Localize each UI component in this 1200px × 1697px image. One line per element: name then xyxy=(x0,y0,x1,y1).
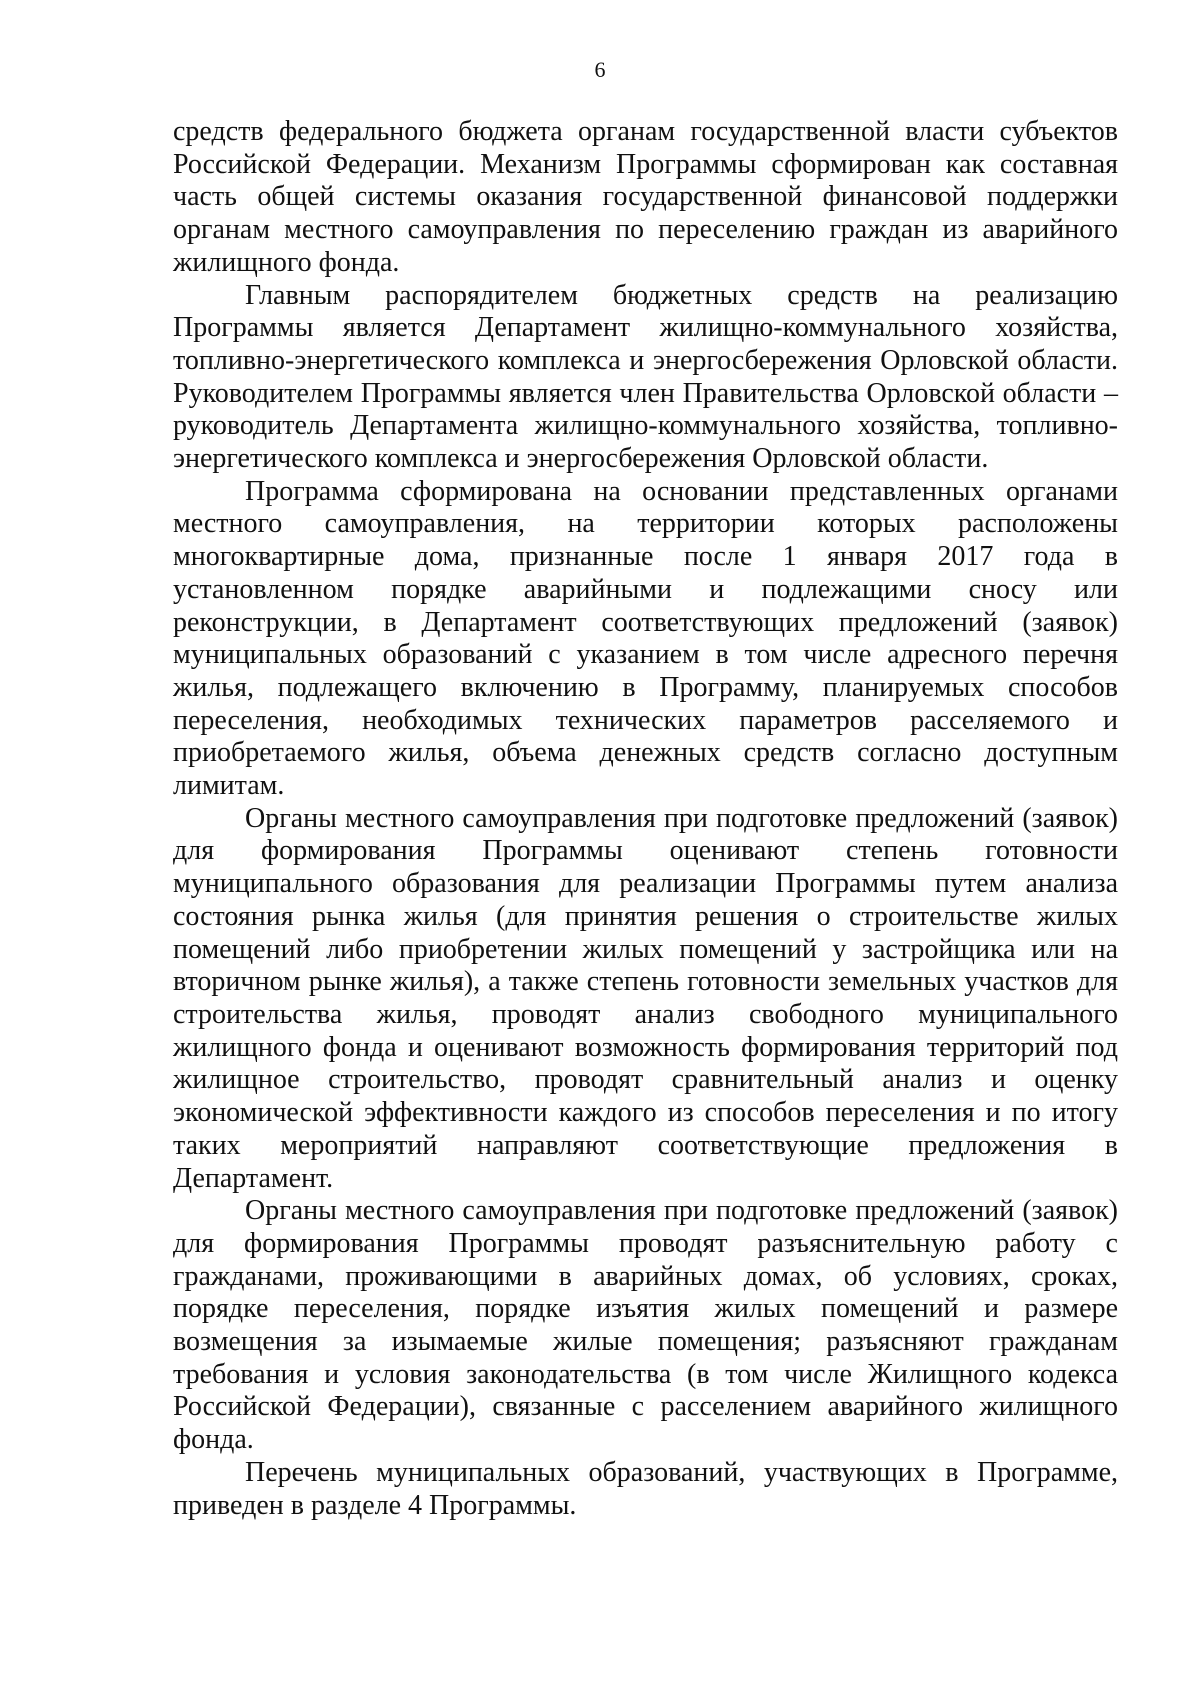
document-body xyxy=(173,116,1118,1522)
paragraph-3: Программа сформирована на основании представленных органами местного самоуправления, на территории которых расположены многоквартирные дома, признанные после 1 января 2017 года в установленном порядке аварийными и подлежащими сносу или реконструкции, в Департамент соответствующих предложений (заявок) муниципальных образований с указанием в том числе адресного перечня жилья, подлежащего включению в Программу, планируемых способов переселения, необходимых технических параметров расселяемого и приобретаемого жилья, объема денежных средств согласно доступным лимитам. xyxy=(173,475,1118,802)
paragraph-1: средств федерального бюджета органам государственной власти субъектов Российской Федерации. Механизм Программы сформирован как составная часть общей системы оказания государственной финансовой поддержки органам местного самоуправления по переселению граждан из аварийного жилищного фонда. xyxy=(173,116,1118,278)
paragraph-5: Органы местного самоуправления при подготовке предложений (заявок) для формирования Программы проводят разъяснительную работу с гражданами, проживающими в аварийных домах, об условиях, сроках, порядке переселения, порядке изъятия жилых помещений и размере возмещения за изымаемые жилые помещения; разъясняют гражданам требования и условия законодательства (в том числе Жилищного кодекса Российской Федерации), связанные с расселением аварийного жилищного фонда. xyxy=(173,1195,1118,1456)
paragraph-6: Перечень муниципальных образований, участвующих в Программе, приведен в разделе 4 Программы. xyxy=(173,1456,1118,1521)
paragraph-2: Главным распорядителем бюджетных средств на реализацию Программы является Департамент жилищно-коммунального хозяйства, топливно-энергетического комплекса и энергосбережения Орловской области. Руководителем Программы является член Правительства Орловской области – руководитель Департамента жилищно-коммунального хозяйства, топливно-энергетического комплекса и энергосбережения Орловской области. xyxy=(173,279,1118,475)
page-number: 6 xyxy=(594,57,606,82)
paragraph-4: Органы местного самоуправления при подготовке предложений (заявок) для формирования Программы оценивают степень готовности муниципального образования для реализации Программы путем анализа состояния рынка жилья (для принятия решения о строительстве жилых помещений либо приобретении жилых помещений у застройщика или на вторичном рынке жилья), а также степень готовности земельных участков для строительства жилья, проводят анализ свободного муниципального жилищного фонда и оценивают возможность формирования территорий под жилищное строительство, проводят сравнительный анализ и оценку экономической эффективности каждого из способов переселения и по итогу таких мероприятий направляют соответствующие предложения в Департамент. xyxy=(173,802,1118,1194)
